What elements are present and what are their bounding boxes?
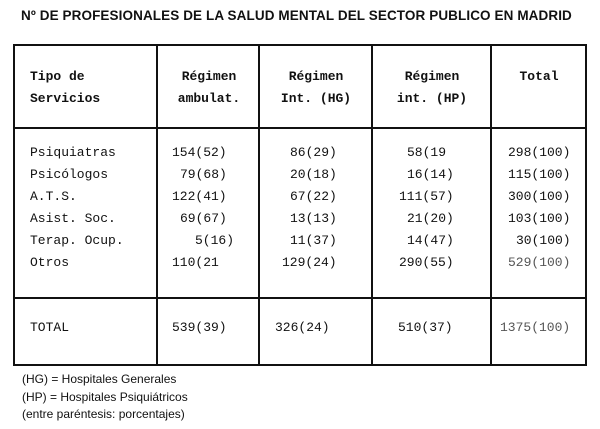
table-row — [15, 230, 585, 252]
cell-total: 103(100) — [508, 211, 571, 226]
cell-tipo: Psicólogos — [30, 167, 109, 182]
cell-hp: 290(55) — [399, 255, 454, 270]
cell-total: 529(100) — [508, 255, 571, 270]
cell-total: 298(100) — [508, 145, 571, 160]
cell-hp: 58(19 — [407, 145, 447, 160]
header-hp-line1: Régimen — [404, 69, 460, 84]
table-row — [15, 252, 585, 274]
header-tipo-line1: Tipo de — [30, 69, 85, 84]
cell-hp: 14(47) — [407, 233, 454, 248]
cell-tipo: Asist. Soc. — [30, 211, 116, 226]
cell-hg: 67(22) — [290, 189, 337, 204]
cell-tipo: Terap. Ocup. — [30, 233, 124, 248]
table-row — [15, 164, 585, 186]
header-total-line1: Total — [519, 69, 559, 84]
cell-hp: 111(57) — [399, 189, 454, 204]
header-hg-line2: Int. (HG) — [280, 91, 352, 106]
cell-ambulat: 539(39) — [172, 320, 227, 335]
header-ambulat-line1: Régimen — [181, 69, 237, 84]
footnote-hg: (HG) = Hospitales Generales — [22, 372, 177, 386]
data-table — [13, 44, 587, 366]
footnote-percentages: (entre paréntesis: porcentajes) — [22, 407, 185, 421]
cell-total: 300(100) — [508, 189, 571, 204]
cell-hp: 16(14) — [407, 167, 454, 182]
cell-total: 30(100) — [516, 233, 571, 248]
cell-hg: 13(13) — [290, 211, 337, 226]
cell-tipo: A.T.S. — [30, 189, 77, 204]
cell-hg: 11(37) — [290, 233, 337, 248]
cell-total: 1375(100) — [500, 320, 571, 335]
table-divider — [15, 297, 585, 299]
cell-hg: 20(18) — [290, 167, 337, 182]
table-row — [15, 142, 585, 164]
cell-ambulat: 79(68) — [180, 167, 227, 182]
cell-hp: 21(20) — [407, 211, 454, 226]
cell-ambulat: 69(67) — [180, 211, 227, 226]
cell-ambulat: 5(16) — [195, 233, 235, 248]
header-total — [499, 66, 579, 88]
cell-hg: 86(29) — [290, 145, 337, 160]
cell-tipo: Psiquiatras — [30, 145, 116, 160]
footnotes — [22, 371, 188, 424]
footnote-hp: (HP) = Hospitales Psiquiátricos — [22, 389, 188, 404]
cell-tipo: TOTAL — [30, 320, 70, 335]
header-ambulat-line2: ambulat. — [177, 91, 241, 106]
header-hg — [267, 66, 365, 110]
header-tipo-line2: Servicios — [30, 91, 101, 106]
cell-ambulat: 154(52) — [172, 145, 227, 160]
header-hp — [380, 66, 484, 110]
header-tipo — [30, 66, 100, 110]
page-title: Nº DE PROFESIONALES DE LA SALUD MENTAL DEL SECTOR PUBLICO EN MADRID — [21, 8, 572, 23]
table-divider — [15, 127, 585, 129]
cell-ambulat: 122(41) — [172, 189, 227, 204]
cell-hg: 129(24) — [282, 255, 337, 270]
cell-hp: 510(37) — [398, 320, 453, 335]
table-row — [15, 208, 585, 230]
header-hp-line2: int. (HP) — [396, 91, 468, 106]
cell-total: 115(100) — [508, 167, 571, 182]
header-hg-line1: Régimen — [288, 69, 344, 84]
table-row — [15, 186, 585, 208]
cell-ambulat: 110(21 — [172, 255, 219, 270]
table-total-row — [15, 317, 585, 339]
cell-hg: 326(24) — [275, 320, 330, 335]
header-ambulat — [165, 66, 253, 110]
cell-tipo: Otros — [30, 255, 70, 270]
